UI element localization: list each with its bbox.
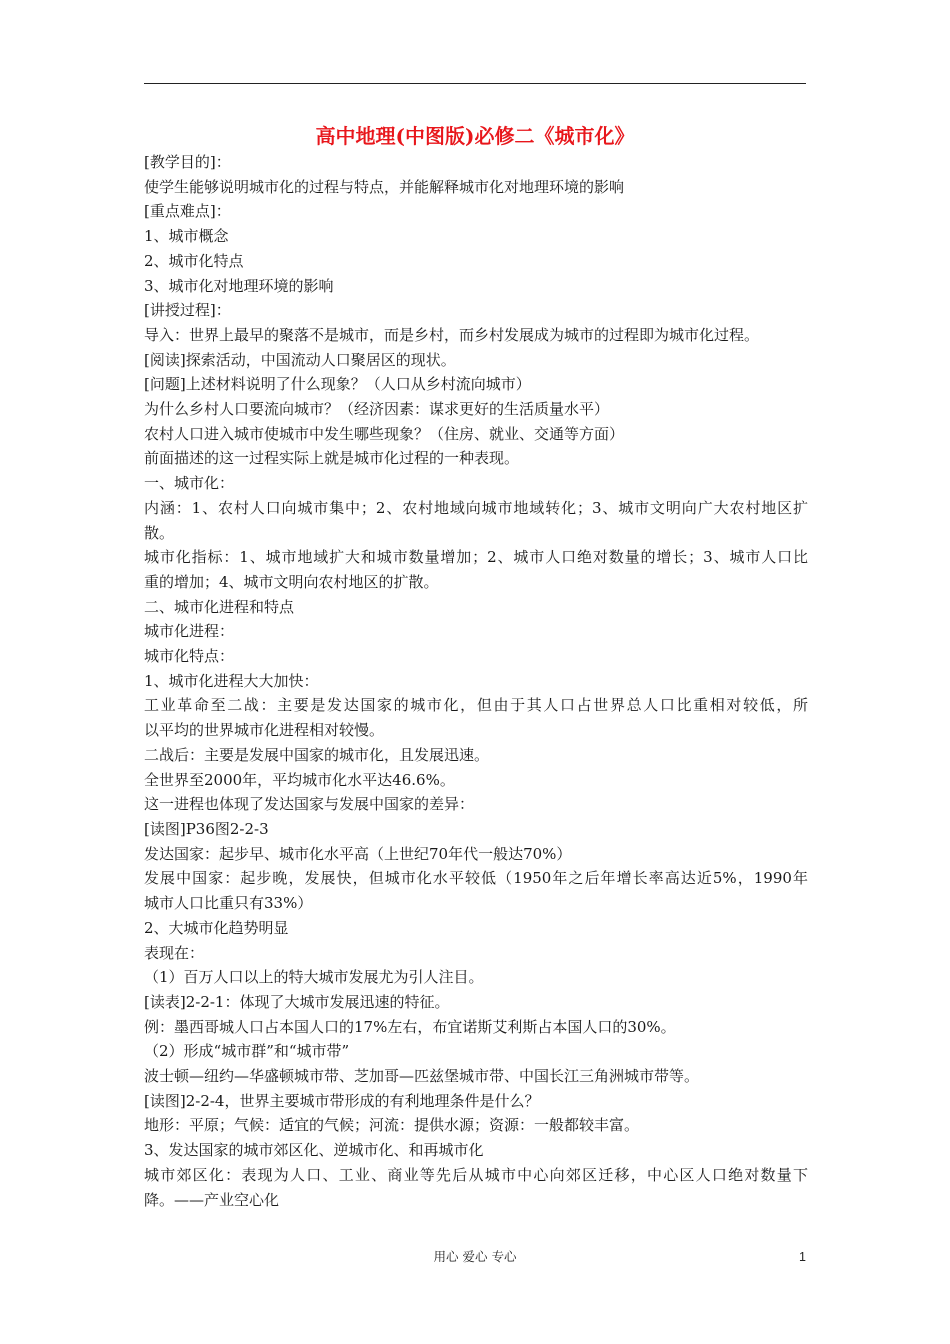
body-line: 城市化指标：1、城市地域扩大和城市数量增加；2、城市人口绝对数量的增长；3、城市人口比 bbox=[144, 548, 808, 567]
body-line: 使学生能够说明城市化的过程与特点，并能解释城市化对地理环境的影响 bbox=[144, 177, 625, 196]
body-line: 1、城市概念 bbox=[144, 227, 229, 246]
page-number: 1 bbox=[799, 1250, 806, 1264]
body-line: 全世界至2000年，平均城市化水平达46.6%。 bbox=[144, 770, 455, 789]
body-line: 地形：平原；气候：适宜的气候；河流：提供水源；资源：一般都较丰富。 bbox=[144, 1116, 640, 1135]
body-line: 为什么乡村人口要流向城市？（经济因素：谋求更好的生活质量水平） bbox=[144, 400, 610, 419]
body-line: [问题]上述材料说明了什么现象？（人口从乡村流向城市） bbox=[144, 375, 531, 394]
body-line: [重点难点]： bbox=[144, 202, 231, 221]
body-line: 这一进程也体现了发达国家与发展中国家的差异： bbox=[144, 795, 475, 814]
body-line: 城市化特点： bbox=[144, 647, 235, 666]
body-line: 2、大城市化趋势明显 bbox=[144, 918, 289, 937]
body-line: 重的增加；4、城市文明向农村地区的扩散。 bbox=[144, 572, 439, 591]
body-line: [讲授过程]： bbox=[144, 301, 231, 320]
body-line: 二战后：主要是发展中国家的城市化，且发展迅速。 bbox=[144, 745, 490, 764]
body-line: 导入：世界上最早的聚落不是城市，而是乡村，而乡村发展成为城市的过程即为城市化过程。 bbox=[144, 325, 760, 344]
body-line: 城市化进程： bbox=[144, 622, 235, 641]
body-line: [读表]2-2-1：体现了大城市发展迅速的特征。 bbox=[144, 992, 450, 1011]
header-rule bbox=[144, 83, 806, 84]
body-line: [阅读]探索活动，中国流动人口聚居区的现状。 bbox=[144, 350, 456, 369]
document-body bbox=[144, 150, 808, 1212]
body-line: 表现在： bbox=[144, 943, 205, 962]
body-line: 二、城市化进程和特点 bbox=[144, 597, 295, 616]
body-line: 例：墨西哥城人口占本国人口的17%左右，布宜诺斯艾利斯占本国人口的30%。 bbox=[144, 1017, 676, 1036]
body-line: 散。 bbox=[144, 523, 175, 542]
body-line: [读图]P36图2-2-3 bbox=[144, 819, 269, 838]
body-line: 农村人口进入城市使城市中发生哪些现象？（住房、就业、交通等方面） bbox=[144, 424, 625, 443]
body-line: 城市郊区化：表现为人口、工业、商业等先后从城市中心向郊区迁移，中心区人口绝对数量下 bbox=[144, 1165, 808, 1184]
body-line: 以平均的世界城市化进程相对较慢。 bbox=[144, 721, 385, 740]
document-title: 高中地理(中图版)必修二《城市化》 bbox=[315, 124, 635, 148]
body-line: 发达国家：起步早、城市化水平高（上世纪70年代一般达70%） bbox=[144, 844, 572, 863]
body-line: 一、城市化： bbox=[144, 474, 235, 493]
body-line: 降。——产业空心化 bbox=[144, 1190, 280, 1209]
body-line: 前面描述的这一过程实际上就是城市化过程的一种表现。 bbox=[144, 449, 520, 468]
body-line: 3、发达国家的城市郊区化、逆城市化、和再城市化 bbox=[144, 1141, 484, 1160]
body-line: 内涵：1、农村人口向城市集中；2、农村地域向城市地域转化；3、城市文明向广大农村地区扩 bbox=[144, 498, 808, 517]
body-line: 3、城市化对地理环境的影响 bbox=[144, 276, 334, 295]
body-line: 发展中国家：起步晚，发展快，但城市化水平较低（1950年之后年增长率高达近5%，1990年 bbox=[144, 869, 808, 888]
body-line: 城市人口比重只有33%） bbox=[144, 894, 313, 913]
body-line: （1）百万人口以上的特大城市发展尤为引人注目。 bbox=[144, 968, 484, 987]
body-line: 1、城市化进程大大加快： bbox=[144, 671, 319, 690]
body-line: [读图]2-2-4，世界主要城市带形成的有利地理条件是什么？ bbox=[144, 1091, 540, 1110]
body-line: [教学目的]： bbox=[144, 153, 231, 171]
footer-text: 用心 爱心 专心 bbox=[433, 1249, 517, 1264]
body-line: （2）形成“城市群”和“城市带” bbox=[144, 1042, 350, 1061]
body-line: 工业革命至二战：主要是发达国家的城市化，但由于其人口占世界总人口比重相对较低，所 bbox=[144, 696, 808, 715]
body-line: 波士顿—纽约—华盛顿城市带、芝加哥—匹兹堡城市带、中国长江三角洲城市带等。 bbox=[144, 1067, 700, 1086]
body-line: 2、城市化特点 bbox=[144, 251, 244, 270]
